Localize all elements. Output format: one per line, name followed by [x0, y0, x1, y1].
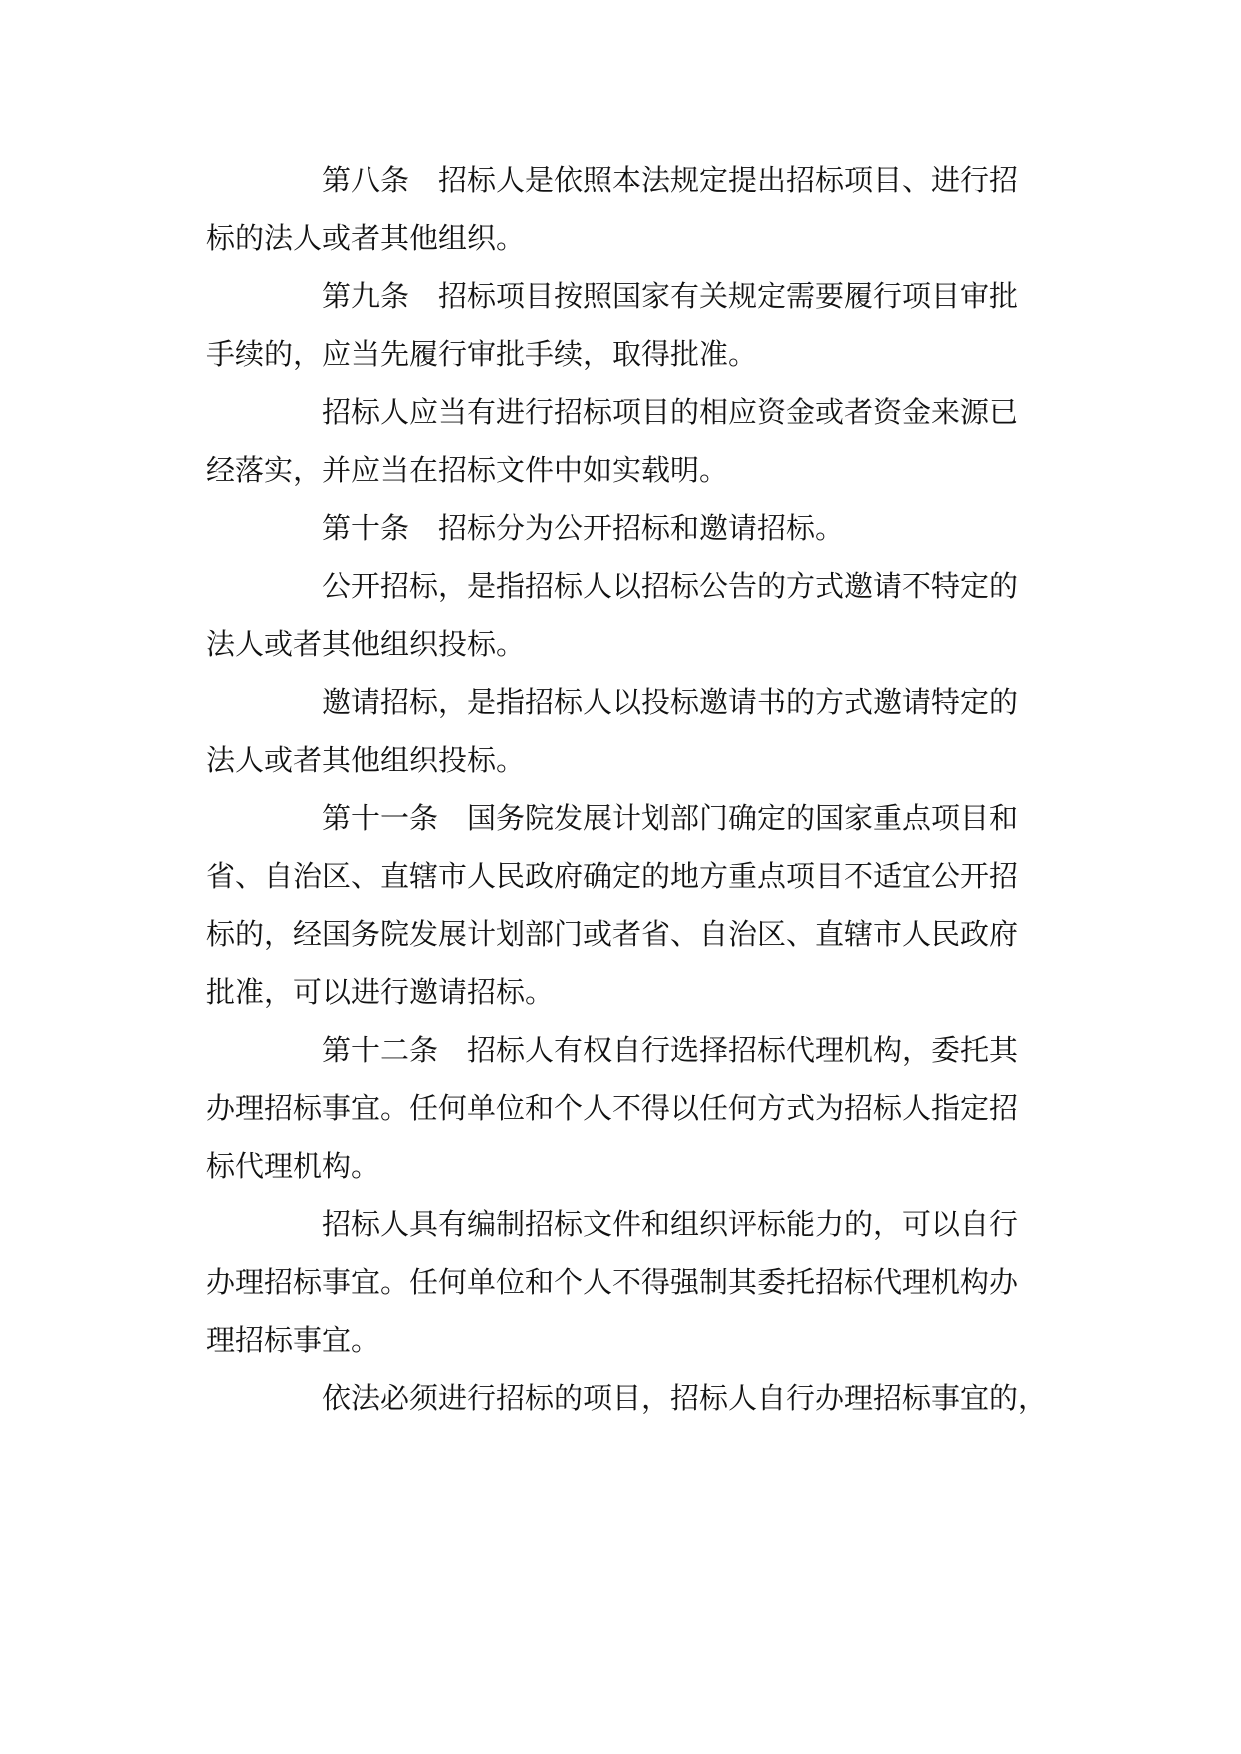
article-10-para-3-line-2: 法人或者其他组织投标。	[206, 743, 526, 777]
article-12-line-1: 第十二条 招标人有权自行选择招标代理机构，委托其	[322, 1033, 1019, 1067]
article-10-para-2-line-1: 公开招标，是指招标人以招标公告的方式邀请不特定的	[322, 569, 1019, 603]
article-12-line-3: 标代理机构。	[206, 1149, 381, 1183]
article-12-line-2: 办理招标事宜。任何单位和个人不得以任何方式为招标人指定招	[206, 1091, 1019, 1125]
article-12-para-2-line-1: 招标人具有编制招标文件和组织评标能力的，可以自行	[322, 1207, 1019, 1241]
article-11-line-4: 批准，可以进行邀请招标。	[206, 975, 555, 1009]
article-8-line-1: 第八条 招标人是依照本法规定提出招标项目、进行招	[322, 163, 1019, 197]
article-11-line-2: 省、自治区、直辖市人民政府确定的地方重点项目不适宜公开招	[206, 859, 1019, 893]
article-12-para-2-line-2: 办理招标事宜。任何单位和个人不得强制其委托招标代理机构办	[206, 1265, 1019, 1299]
article-9-para-2-line-1: 招标人应当有进行招标项目的相应资金或者资金来源已	[322, 395, 1019, 429]
article-9-line-2: 手续的，应当先履行审批手续，取得批准。	[206, 337, 758, 371]
article-9-para-2-line-2: 经落实，并应当在招标文件中如实载明。	[206, 453, 729, 487]
article-8-line-2: 标的法人或者其他组织。	[206, 221, 526, 255]
article-10-line-1: 第十条 招标分为公开招标和邀请招标。	[322, 511, 845, 545]
article-11-line-1: 第十一条 国务院发展计划部门确定的国家重点项目和	[322, 801, 1019, 835]
article-11-line-3: 标的，经国务院发展计划部门或者省、自治区、直辖市人民政府	[206, 917, 1019, 951]
article-10-para-3-line-1: 邀请招标，是指招标人以投标邀请书的方式邀请特定的	[322, 685, 1019, 719]
article-10-para-2-line-2: 法人或者其他组织投标。	[206, 627, 526, 661]
article-9-line-1: 第九条 招标项目按照国家有关规定需要履行项目审批	[322, 279, 1019, 313]
article-12-para-2-line-3: 理招标事宜。	[206, 1323, 381, 1357]
article-12-para-3-line-1: 依法必须进行招标的项目，招标人自行办理招标事宜的，	[322, 1381, 1048, 1415]
